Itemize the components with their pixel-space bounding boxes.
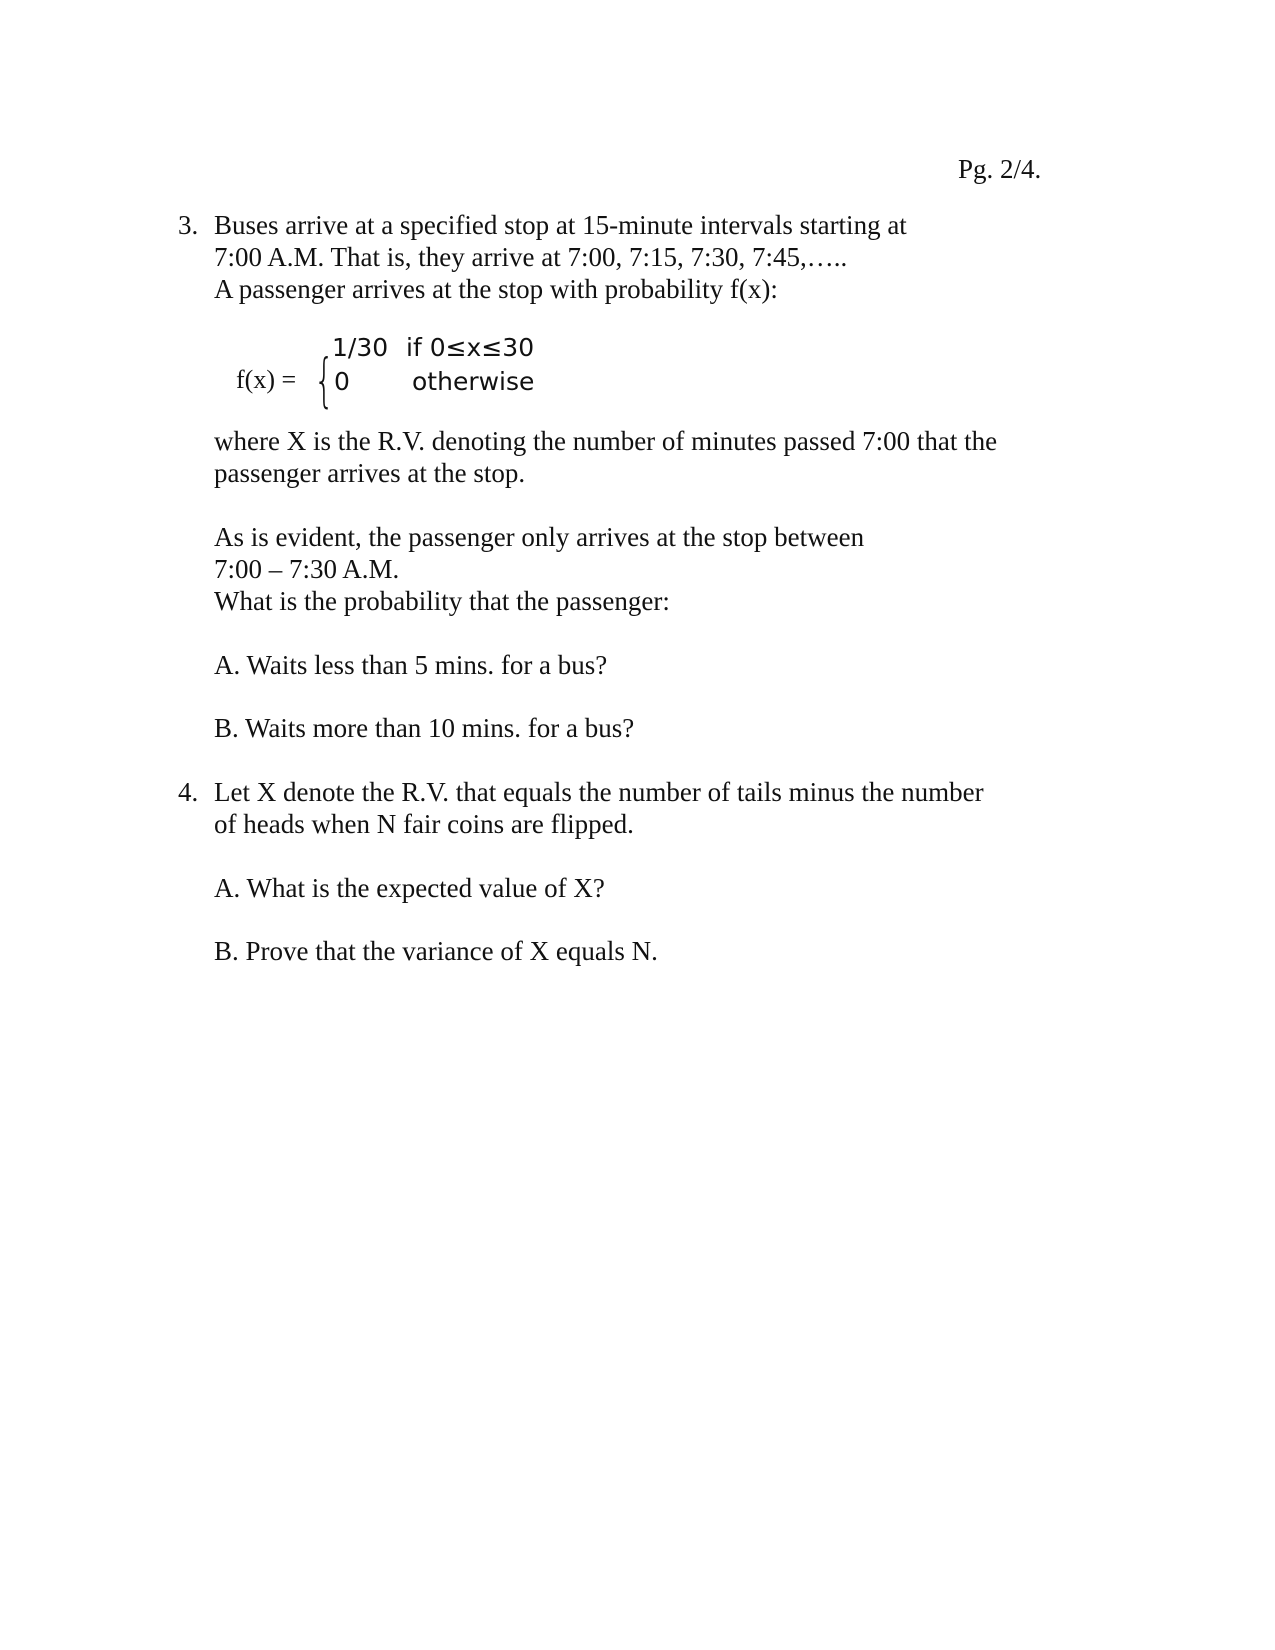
question-3-part-b: B. Waits more than 10 mins. for a bus? xyxy=(214,713,635,743)
question-4-part-b: B. Prove that the variance of X equals N. xyxy=(214,936,658,966)
piecewise-formula xyxy=(236,333,636,425)
question-4-line-1: Let X denote the R.V. that equals the number of tails minus the number xyxy=(214,777,984,807)
question-3-number: 3. xyxy=(178,210,199,240)
question-3-line-3: A passenger arrives at the stop with probability f(x): xyxy=(214,274,778,304)
question-3-part-a: A. Waits less than 5 mins. for a bus? xyxy=(214,650,608,680)
question-3-where-line-2: passenger arrives at the stop. xyxy=(214,458,526,488)
question-4-number: 4. xyxy=(178,777,199,807)
question-3-evident-line-2: 7:00 – 7:30 A.M. xyxy=(214,554,400,584)
question-3-evident-line-3: What is the probability that the passenger: xyxy=(214,586,670,616)
question-3-where-line-1: where X is the R.V. denoting the number of minutes passed 7:00 that the xyxy=(214,426,998,456)
question-3-line-2: 7:00 A.M. That is, they arrive at 7:00, 7:15, 7:30, 7:45,….. xyxy=(214,242,848,272)
formula-case-2-condition: otherwise xyxy=(412,367,535,396)
formula-case-1-value: 1/30 xyxy=(332,333,389,362)
question-4-part-a: A. What is the expected value of X? xyxy=(214,873,605,903)
question-3-line-1: Buses arrive at a specified stop at 15-minute intervals starting at xyxy=(214,210,907,240)
question-3-evident-line-1: As is evident, the passenger only arrives at the stop between xyxy=(214,522,865,552)
formula-brace: { xyxy=(314,346,335,414)
question-4-line-2: of heads when N fair coins are flipped. xyxy=(214,809,634,839)
formula-label: f(x) = xyxy=(236,365,297,394)
formula-case-1-condition: if 0≤x≤30 xyxy=(406,333,535,362)
formula-case-2-value: 0 xyxy=(334,367,350,396)
page-number: Pg. 2/4. xyxy=(958,154,1042,184)
